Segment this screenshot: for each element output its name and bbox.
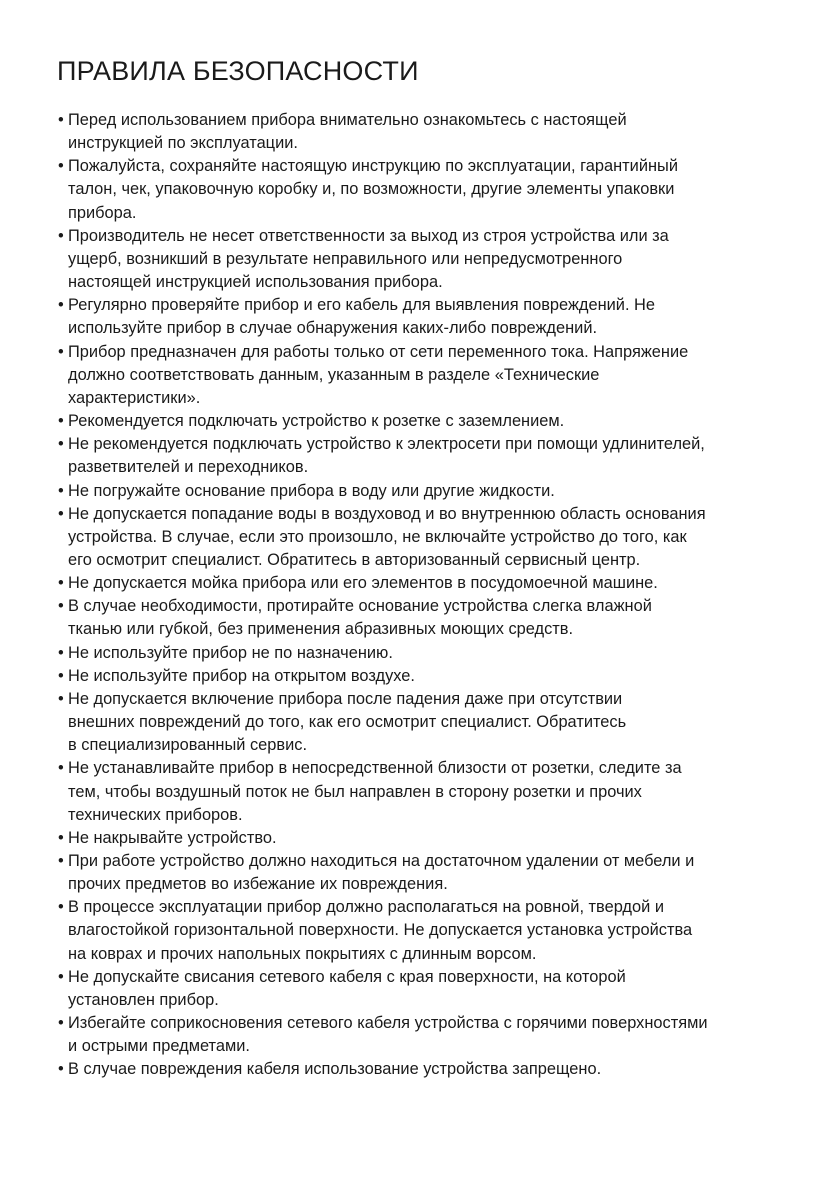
safety-rule-line: Не допускайте свисания сетевого кабеля с края поверхности, на которой (68, 967, 626, 986)
safety-rule-line: При работе устройство должно находиться на достаточном удалении от мебели и (68, 852, 695, 870)
safety-rule-line: установлен прибор. (68, 990, 219, 1009)
safety-rule-line: Не используйте прибор на открытом воздухе. (68, 666, 415, 685)
safety-rule-item (58, 642, 788, 665)
safety-rule-item (58, 155, 788, 224)
bullet-icon: • (58, 1014, 64, 1033)
safety-rule-line: Перед использованием прибора внимательно ознакомьтесь с настоящей (68, 111, 627, 129)
safety-rule-item (58, 433, 788, 479)
safety-rule-line: устройства. В случае, если это произошло, не включайте устройство до того, как (68, 527, 687, 546)
safety-rule-line: разветвителей и переходников. (68, 458, 309, 477)
safety-rule-item (58, 688, 788, 757)
safety-rule-line: тканью или губкой, без применения абразивных моющих средств. (68, 620, 574, 639)
safety-rule-line: инструкцией по эксплуатации. (68, 134, 298, 153)
safety-rule-item (58, 410, 788, 433)
safety-rule-line: В процессе эксплуатации прибор должно располагаться на ровной, твердой и (68, 898, 664, 917)
bullet-icon: • (58, 759, 64, 778)
safety-rule-line: прибора. (68, 203, 137, 222)
safety-rule-item (58, 665, 788, 688)
safety-rule-line: Не рекомендуется подключать устройство к электросети при помощи удлинителей, (68, 435, 705, 454)
bullet-icon: • (58, 852, 64, 870)
bullet-icon: • (58, 111, 64, 129)
safety-rule-line: Производитель не несет ответственности за выход из строя устройства или за (68, 226, 669, 245)
safety-rule-line: В случае повреждения кабеля использование устройства запрещено. (68, 1060, 602, 1079)
bullet-icon: • (58, 666, 64, 685)
bullet-icon: • (58, 412, 64, 431)
safety-rule-line: Не используйте прибор не по назначению. (68, 643, 393, 662)
safety-rule-line: в специализированный сервис. (68, 736, 308, 755)
safety-rule-line: на коврах и прочих напольных покрытиях с длинным ворсом. (68, 944, 537, 963)
safety-rule-line: Не допускается включение прибора после падения даже при отсутствии (68, 689, 623, 708)
safety-rule-line: Не допускается мойка прибора или его элементов в посудомоечной машине. (68, 574, 658, 593)
safety-rule-line: его осмотрит специалист. Обратитесь в авторизованный сервисный центр. (68, 550, 641, 569)
safety-rule-line: Не допускается попадание воды в воздуховод и во внутреннюю область основания (68, 504, 706, 523)
safety-rule-line: влагостойкой горизонтальной поверхности. Не допускается установка устройства (68, 921, 693, 940)
safety-rule-line: Не накрывайте устройство. (68, 828, 277, 847)
bullet-icon: • (58, 574, 64, 593)
safety-rule-line: прочих предметов во избежание их повреждения. (68, 875, 448, 894)
bullet-icon: • (58, 828, 64, 847)
bullet-icon: • (58, 643, 64, 662)
bullet-icon: • (58, 481, 64, 500)
bullet-icon: • (58, 157, 64, 176)
safety-rule-item (58, 1058, 788, 1081)
safety-rule-line: Прибор предназначен для работы только от сети переменного тока. Напряжение (68, 342, 689, 361)
safety-rule-line: Пожалуйста, сохраняйте настоящую инструкцию по эксплуатации, гарантийный (68, 157, 678, 176)
safety-rule-line: должно соответствовать данным, указанным в разделе «Технические (68, 365, 600, 384)
safety-rule-line: Не погружайте основание прибора в воду или другие жидкости. (68, 481, 555, 500)
safety-rule-line: настоящей инструкцией использования прибора. (68, 273, 443, 292)
safety-rule-line: ущерб, возникший в результате неправильного или непредусмотренного (68, 249, 623, 268)
safety-rule-line: внешних повреждений до того, как его осмотрит специалист. Обратитесь (68, 713, 627, 732)
safety-rule-item (58, 966, 788, 1012)
bullet-icon: • (58, 226, 64, 245)
safety-rule-line: тем, чтобы воздушный поток не был направлен в сторону розетки и прочих (68, 782, 642, 801)
bullet-icon: • (58, 898, 64, 917)
bullet-icon: • (58, 435, 64, 454)
bullet-icon: • (58, 504, 64, 523)
safety-rule-line: характеристики». (68, 388, 201, 407)
safety-rule-line: Рекомендуется подключать устройство к розетке с заземлением. (68, 412, 565, 431)
safety-rule-line: и острыми предметами. (68, 1037, 250, 1056)
page-title: ПРАВИЛА БЕЗОПАСНОСТИ (57, 56, 419, 86)
safety-rule-item (58, 850, 788, 896)
safety-rule-line: талон, чек, упаковочную коробку и, по возможности, другие элементы упаковки (68, 180, 675, 199)
safety-rule-line: В случае необходимости, протирайте основание устройства слегка влажной (68, 597, 652, 616)
bullet-icon: • (58, 1060, 64, 1079)
safety-rule-line: Регулярно проверяйте прибор и его кабель для выявления повреждений. Не (68, 296, 656, 315)
safety-rule-item (58, 896, 788, 965)
safety-rule-item (58, 757, 788, 826)
safety-rule-item (58, 572, 788, 595)
safety-rule-line: используйте прибор в случае обнаружения каких-либо повреждений. (68, 319, 598, 338)
bullet-icon: • (58, 597, 64, 616)
bullet-icon: • (58, 689, 64, 708)
safety-rule-item (58, 480, 788, 503)
bullet-icon: • (58, 296, 64, 315)
safety-rule-item (58, 595, 788, 641)
safety-rule-item (58, 294, 788, 340)
safety-rule-item (58, 827, 788, 850)
safety-rule-item (58, 503, 788, 572)
bullet-icon: • (58, 342, 64, 361)
bullet-icon: • (58, 967, 64, 986)
safety-rule-item (58, 109, 788, 155)
safety-rule-item (58, 1012, 788, 1058)
safety-rule-line: Избегайте соприкосновения сетевого кабеля устройства с горячими поверхностями (68, 1014, 708, 1033)
safety-rule-line: технических приборов. (68, 805, 243, 824)
safety-rule-item (58, 341, 788, 410)
safety-rule-line: Не устанавливайте прибор в непосредственной близости от розетки, следите за (68, 759, 682, 778)
safety-rule-item (58, 225, 788, 294)
safety-rules-list (58, 109, 788, 1082)
